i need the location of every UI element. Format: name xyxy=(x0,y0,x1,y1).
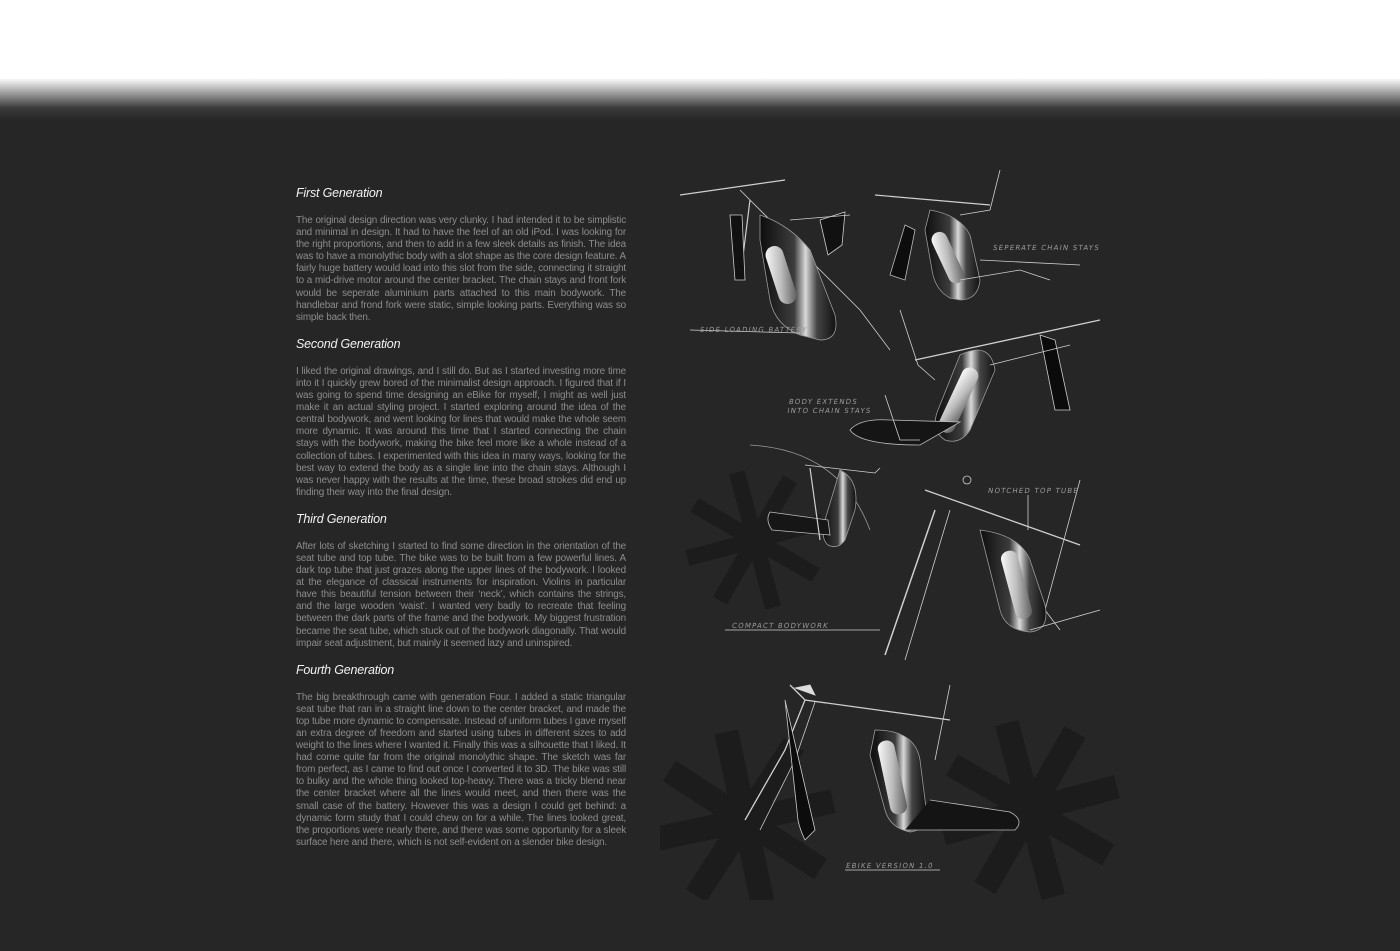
sketch-gallery xyxy=(660,140,1130,900)
sketch-body-extends xyxy=(850,310,1100,445)
section-second-generation xyxy=(296,337,626,499)
decor-asterisks xyxy=(660,454,1130,900)
section-third-generation xyxy=(296,512,626,650)
section-first-generation xyxy=(296,186,626,324)
label-notched: NOTCHED TOP TUBE xyxy=(987,487,1080,495)
article-text-column xyxy=(296,186,626,862)
section-title: Third Generation xyxy=(296,511,387,526)
section-title: First Generation xyxy=(296,186,383,200)
label-side-loading: SIDE LOADING BATTERY xyxy=(699,326,809,334)
section-body: I liked the original drawings, and I still do. But as I started investing more time into it I quickly grew bored of the minimalist design approach. I figured that if I was going to spend time designing an eBike for myself, I might as well just make it an actual styling project. I started exploring around the idea of the central bodywork, and went looking for lines that would make the whole seem more dynamic. It was around this time that I started connecting the chain stays with the bodywork, making the bike feel more like a whole instead of a collection of tubes. I experimented with this idea in many ways, looking for the best way to extend the body as a single line into the chain stays. Although I was never happy with the results at the time, these broad strokes did end up finding their way into the final design. xyxy=(296,365,626,498)
section-body: After lots of sketching I started to find some direction in the orientation of the seat tube and top tube. The bike was to be built from a few powerful lines. A dark top tube that just grazes along the upper lines of the bodywork. I looked at the elegance of classical instruments for inspiration. Violins in particular have this beautiful tension between their ‘neck’, which contains the strings, and the large wooden ‘waist’. I wanted very badly to recreate that feeling between the dark parts of the frame and the bodywork. My biggest frustration became the seat tube, which stuck out of the bodywork diagonally. That would impair seat adjustment, but mainly it seemed lazy and uninspired. xyxy=(296,540,626,649)
section-body: The big breakthrough came with generation Four. I added a static triangular seat tube that ran in a straight line down to the center bracket, and made the top tube more dynamic to compensate. Instead of uniform tubes I gave myself an extra degree of freedom and started using tubes in different sizes to add weight to the lines where I wanted it. Finally this was a silhouette that I liked. It had come quite far from the original monolythic shape. The sketch was far from perfect, as I came to find out once I converted it to 3D. The bike was still to bulky and the whole thing looked top-heavy. There was a tricky blend near the center bracket where all the lines would meet, and then there was the small case of the battery. However this was a design I could get behind: a dynamic form study that I could chew on for a while. The lines looked great, the proportions were nearly there, and there was some opportunity for a sleek surface here and there, which is not self-evident on a slender bike design. xyxy=(296,691,626,848)
label-separate-stays: SEPERATE CHAIN STAYS xyxy=(992,244,1101,252)
section-title: Fourth Generation xyxy=(296,662,395,677)
section-fourth-generation xyxy=(296,663,626,849)
label-compact: COMPACT BODYWORK xyxy=(731,622,830,630)
label-version: EBIKE VERSION 1.0 xyxy=(845,862,935,870)
section-body: The original design direction was very clunky. I had intended it to be simplistic and minimal in design. It had to have the feel of an old iPod. I was looking for the right proportions, and then to add in a few sleek details as finish. The idea was to have a monolythic body with a slot shape as the core design feature. A fairly huge battery would load into this slot from the side, connecting it straight to a mid-drive motor around the center bracket. The chain stays and front fork would be seperate aluminium parts attached to this main bodywork. The handlebar and frond fork were static, simple looking parts. Everything was so simple back then. xyxy=(296,215,626,323)
section-title: Second Generation xyxy=(296,336,401,351)
sketch-first-generation xyxy=(680,180,890,350)
header-fade-band xyxy=(0,0,1400,120)
bike-sketches-illustration xyxy=(660,140,1130,900)
label-body-extends: BODY EXTENDS INTO CHAIN STAYS xyxy=(786,398,873,415)
sketch-separate-chain-stays xyxy=(875,170,1080,300)
